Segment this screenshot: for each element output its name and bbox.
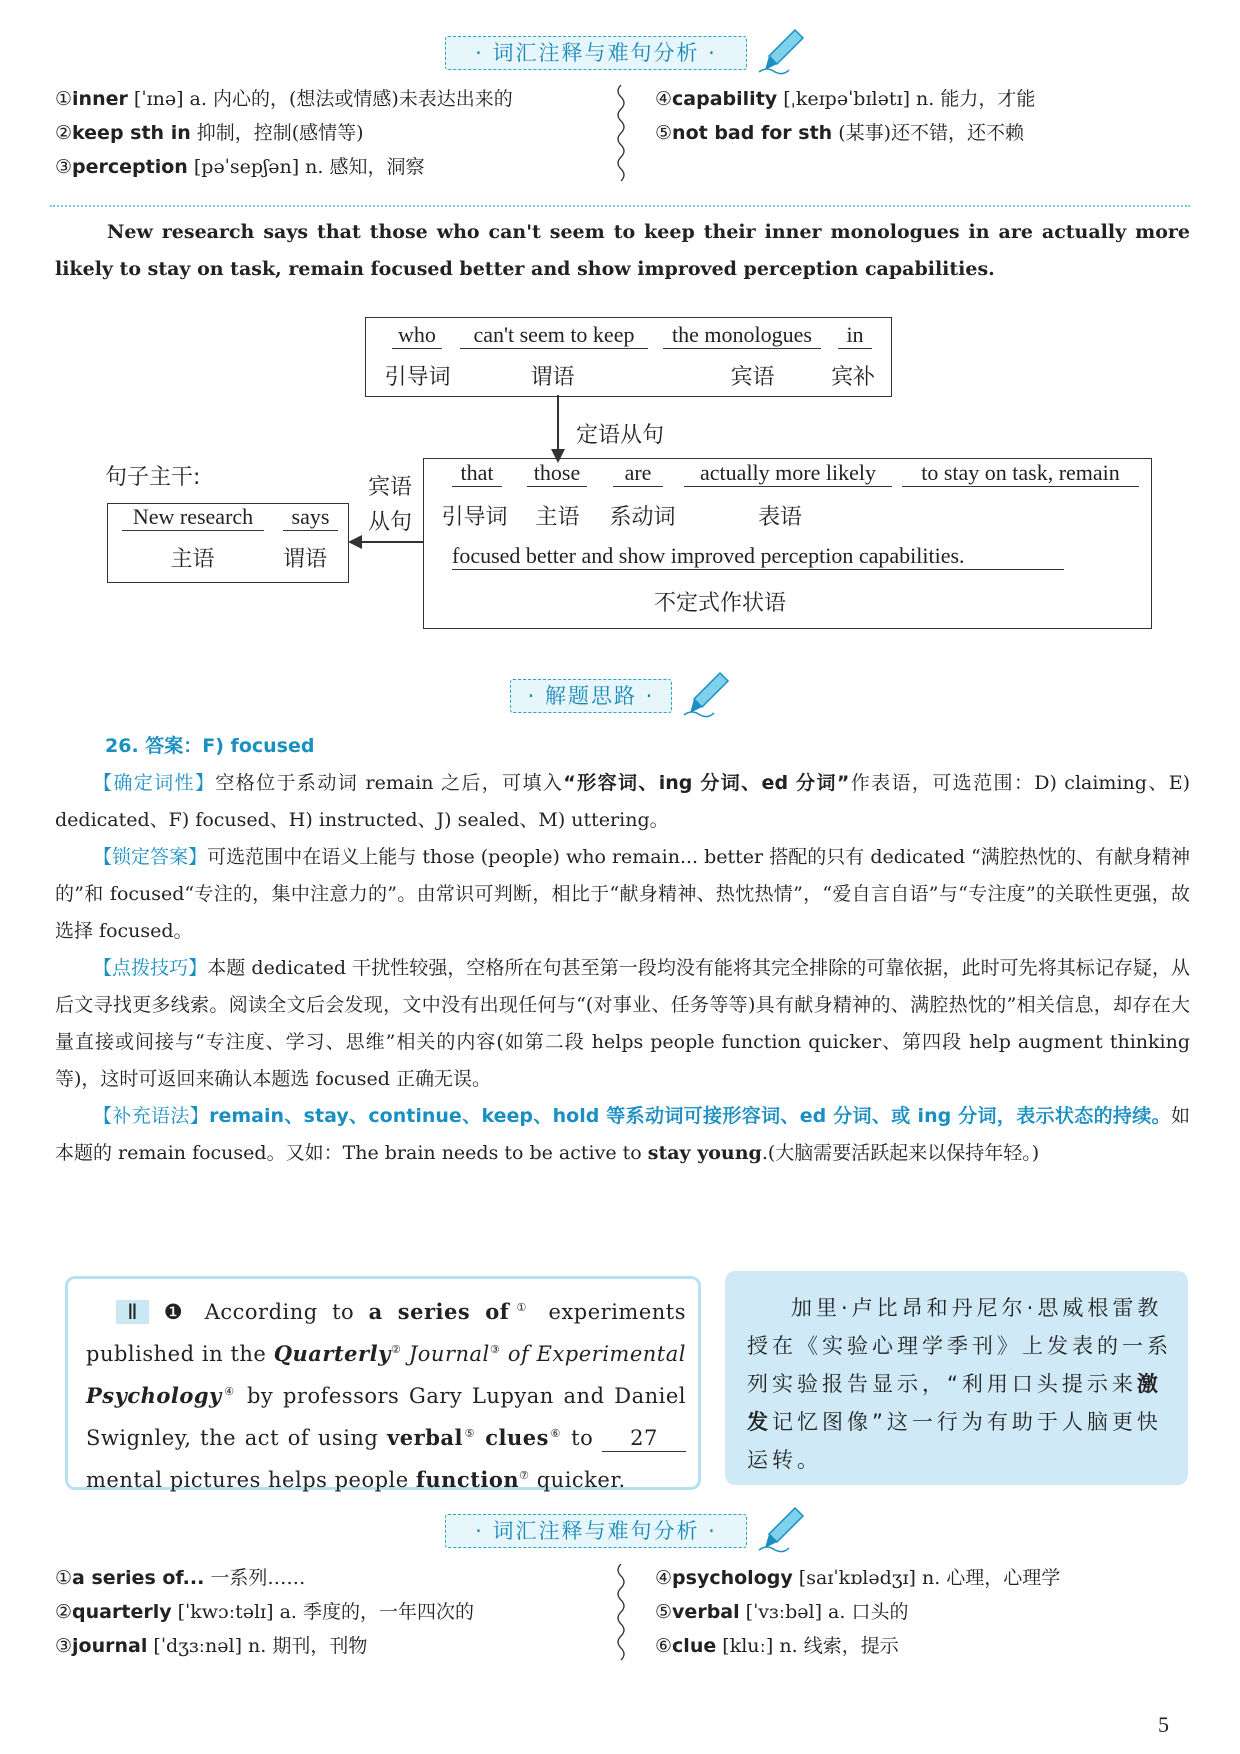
object-word: those: [527, 460, 587, 487]
clause-role: 宾语: [730, 365, 775, 390]
vocab-item: ③journal [ˈdʒɜːnəl] n. 期刊，刊物: [55, 1635, 368, 1657]
section-header-label: · 词汇注释与难句分析 ·: [445, 36, 747, 70]
solution-paragraph: 【锁定答案】可选范围中在语义上能与 those (people) who remain... better 搭配的只有 dedicated “满腔热忱的、有献身精神的”和 focused“专注的，集中注意力的”。由常识可判断，相比于“献身精神、热忱热情”，“爱自言自语”与“专注度”的关联性更强，故选择 focused。: [55, 846, 1190, 942]
passage-marker: Ⅱ: [116, 1300, 149, 1324]
section-header-label: · 解题思路 ·: [510, 679, 672, 713]
wavy-divider: [613, 1564, 629, 1664]
clause-word: can't seem to keep: [460, 322, 648, 349]
page-number: 5: [1158, 1712, 1169, 1737]
clause-word: who: [392, 322, 442, 349]
clause-word: the monologues: [663, 322, 821, 349]
translation-box: [725, 1271, 1188, 1485]
section-header-label: · 词汇注释与难句分析 ·: [445, 1514, 747, 1548]
vocab-list-left: [55, 1561, 625, 1663]
section-header-solution: [510, 673, 710, 713]
passage-text: Ⅱ ❶ According to a series of① experiments published in the Quarterly② Journal③ of Experimental Psychology④ by professors Gary Lupyan and Daniel Swignley, the act of using verbal⑤ clues⑥ to 27 mental pictures helps people function⑦ quicker.: [86, 1299, 686, 1492]
answer-blank: 27: [602, 1425, 686, 1452]
object-role: 表语: [757, 505, 802, 530]
main-role: 主语: [170, 547, 215, 572]
object-word: that: [452, 460, 502, 487]
pen-icon: [682, 669, 732, 719]
object-word: are: [613, 460, 663, 487]
object-clause-label: 从句: [367, 510, 412, 535]
clause-word: in: [838, 322, 872, 349]
translation-text: 加里·卢比昂和丹尼尔·思威根雷教授在《实验心理学季刊》上发表的一系列实验报告显示，“利用口头提示来激发记忆图像”这一行为有助于人脑更快运转。: [747, 1296, 1172, 1472]
attributive-clause-label: 定语从句: [575, 423, 664, 448]
solution-section: [55, 728, 1190, 1172]
passage-box: [65, 1276, 701, 1490]
vocab-item: ④psychology [saɪˈkɒlədʒɪ] n. 心理，心理学: [655, 1567, 1061, 1589]
pen-icon: [757, 26, 807, 76]
vocab-list-right: [655, 1561, 1195, 1663]
vocab-item: ①a series of... 一系列……: [55, 1567, 306, 1589]
vocab-item: ⑤not bad for sth (某事)还不错，还不赖: [655, 122, 1025, 144]
main-word: says: [283, 504, 338, 531]
solution-paragraph: 【点拨技巧】本题 dedicated 干扰性较强，空格所在句甚至第一段均没有能将其完全排除的可靠依据，此时可先将其标记存疑，从后文寻找更多线索。阅读全文后会发现，文中没有出现任何与“(对事业、任务等等)具有献身精神的、满腔热忱的”相关信息，却存在大量直接或间接与“专注度、学习、思维”相关的内容(如第二段 helps people function quicker、第四段 help augment thinking 等)，这时可返回来确认本题选 focused 正确无误。: [55, 957, 1190, 1090]
clause-role: 引导词: [384, 365, 451, 390]
main-word: New research: [122, 504, 264, 531]
vocab-item: ②keep sth in 抑制，控制(感情等): [55, 122, 364, 144]
object-word-line2: focused better and show improved perception capabilities.: [452, 543, 1064, 570]
vocab-list-left: [55, 82, 625, 184]
vocab-item: ④capability [ˌkeɪpəˈbɪlətɪ] n. 能力，才能: [655, 88, 1036, 110]
vocab-item: ⑥clue [kluː] n. 线索，提示: [655, 1635, 899, 1657]
object-word: actually more likely: [684, 460, 892, 487]
dotted-divider: [50, 205, 1190, 207]
object-role-line2: 不定式作状语: [653, 591, 786, 616]
wavy-divider: [613, 85, 629, 185]
vocab-list-right: [655, 82, 1195, 150]
paragraph-number: ❶: [163, 1300, 191, 1324]
object-clause-label: 宾语: [367, 475, 412, 500]
vocab-item: ②quarterly [ˈkwɔːtəlɪ] a. 季度的，一年四次的: [55, 1601, 474, 1623]
object-role: 主语: [535, 505, 580, 530]
object-word: to stay on task, remain: [902, 460, 1139, 487]
solution-paragraph: 【补充语法】remain、stay、continue、keep、hold 等系动词可接形容词、ed 分词、或 ing 分词，表示状态的持续。如本题的 remain focused。又如：The brain needs to be active to stay young.(大脑需要活跃起来以保持年轻。): [55, 1105, 1190, 1164]
section-header-vocab: [445, 1508, 745, 1548]
object-role: 系动词: [609, 505, 676, 530]
vocab-item: ⑤verbal [ˈvɜːbəl] a. 口头的: [655, 1601, 909, 1623]
difficult-sentence: New research says that those who can't seem to keep their inner monologues in are actually more likely to stay on task, remain focused better and show improved perception capabilities.: [55, 221, 1190, 280]
solution-paragraph: 【确定词性】空格位于系动词 remain 之后，可填入“形容词、ing 分词、ed 分词”作表语，可选范围：D) claiming、E) dedicated、F) focused、H) instructed、J) sealed、M) uttering。: [55, 772, 1190, 831]
answer-line: 26. 答案：F) focused: [105, 735, 315, 757]
clause-role: 宾补: [830, 365, 875, 390]
section-header-vocab: [445, 30, 745, 70]
main-clause-label: 句子主干:: [105, 465, 201, 490]
vocab-item: ①inner [ˈɪnə] a. 内心的，(想法或情感)未表达出来的: [55, 88, 513, 110]
pen-icon: [757, 1504, 807, 1554]
clause-role: 谓语: [530, 365, 575, 390]
object-role: 引导词: [441, 505, 508, 530]
vocab-item: ③perception [pəˈsepʃən] n. 感知，洞察: [55, 156, 425, 178]
main-role: 谓语: [282, 547, 327, 572]
